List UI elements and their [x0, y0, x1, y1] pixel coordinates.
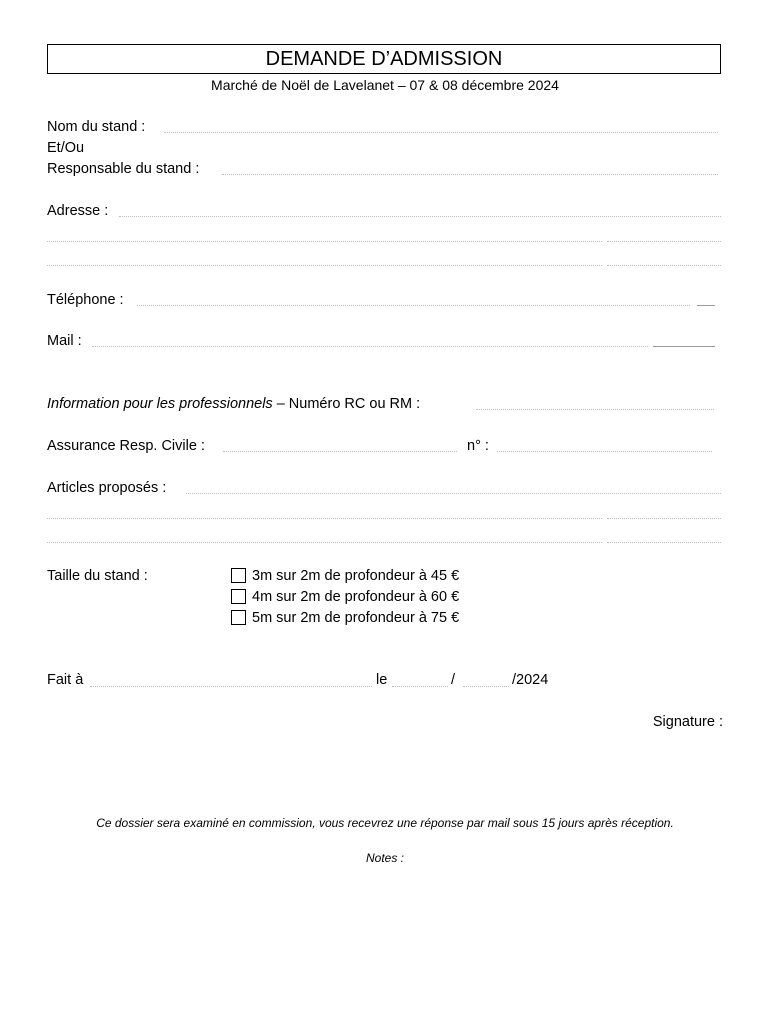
- date-slash: /: [451, 672, 456, 688]
- articles-field-line2b[interactable]: [607, 518, 721, 519]
- stand-size-option-3-label: 5m sur 2m de profondeur à 75 €: [252, 610, 460, 626]
- phone-label: Téléphone :: [47, 292, 124, 308]
- stand-manager-label: Responsable du stand :: [47, 161, 200, 177]
- pro-info-rest: – Numéro RC ou RM :: [276, 396, 421, 412]
- stand-size-option-1-label: 3m sur 2m de profondeur à 45 €: [252, 568, 460, 584]
- address-field-line2b[interactable]: [607, 241, 721, 242]
- stand-manager-field[interactable]: [222, 174, 718, 175]
- stand-name-label: Nom du stand :: [47, 119, 146, 135]
- stand-size-option-2-checkbox[interactable]: [231, 589, 246, 604]
- address-field-line2[interactable]: [47, 241, 602, 242]
- stand-size-option-3-checkbox[interactable]: [231, 610, 246, 625]
- address-field-line3[interactable]: [47, 265, 602, 266]
- pro-info-italic: Information pour les professionnels: [47, 396, 273, 412]
- form-title: DEMANDE D’ADMISSION: [47, 44, 721, 74]
- made-at-label: Fait à: [47, 672, 84, 688]
- articles-field-line1[interactable]: [186, 493, 721, 494]
- mail-field[interactable]: [92, 346, 648, 347]
- date-day-field[interactable]: [392, 686, 448, 687]
- stand-size-label: Taille du stand :: [47, 568, 148, 584]
- date-on-label: le: [376, 672, 388, 688]
- pro-info-label: [47, 395, 420, 413]
- form-subtitle: Marché de Noël de Lavelanet – 07 & 08 décembre 2024: [211, 77, 559, 93]
- signature-label: Signature :: [652, 714, 723, 730]
- insurance-label: Assurance Resp. Civile :: [47, 438, 205, 454]
- articles-field-line3b[interactable]: [607, 542, 721, 543]
- stand-size-option-1-checkbox[interactable]: [231, 568, 246, 583]
- articles-label: Articles proposés :: [47, 480, 167, 496]
- phone-field-end[interactable]: [697, 305, 715, 306]
- stand-size-option-2-label: 4m sur 2m de profondeur à 60 €: [252, 589, 460, 605]
- insurance-number-label: n° :: [467, 438, 489, 454]
- review-notice: Ce dossier sera examiné en commission, vous recevrez une réponse par mail sous 15 jours après réception.: [96, 816, 674, 830]
- date-month-field[interactable]: [463, 686, 509, 687]
- made-at-field[interactable]: [90, 686, 372, 687]
- articles-field-line2[interactable]: [47, 518, 602, 519]
- address-field-line3b[interactable]: [607, 265, 721, 266]
- articles-field-line3[interactable]: [47, 542, 602, 543]
- date-year: /2024: [512, 672, 549, 688]
- notes-label: Notes :: [365, 851, 404, 865]
- mail-label: Mail :: [47, 333, 82, 349]
- rc-rm-number-field[interactable]: [476, 409, 714, 410]
- mail-field-end[interactable]: [653, 346, 715, 347]
- insurance-field[interactable]: [223, 451, 457, 452]
- stand-name-field[interactable]: [164, 132, 718, 133]
- insurance-number-field[interactable]: [497, 451, 712, 452]
- and-or-label: Et/Ou: [47, 140, 85, 156]
- address-label: Adresse :: [47, 203, 109, 219]
- phone-field[interactable]: [137, 305, 690, 306]
- address-field-line1[interactable]: [119, 216, 721, 217]
